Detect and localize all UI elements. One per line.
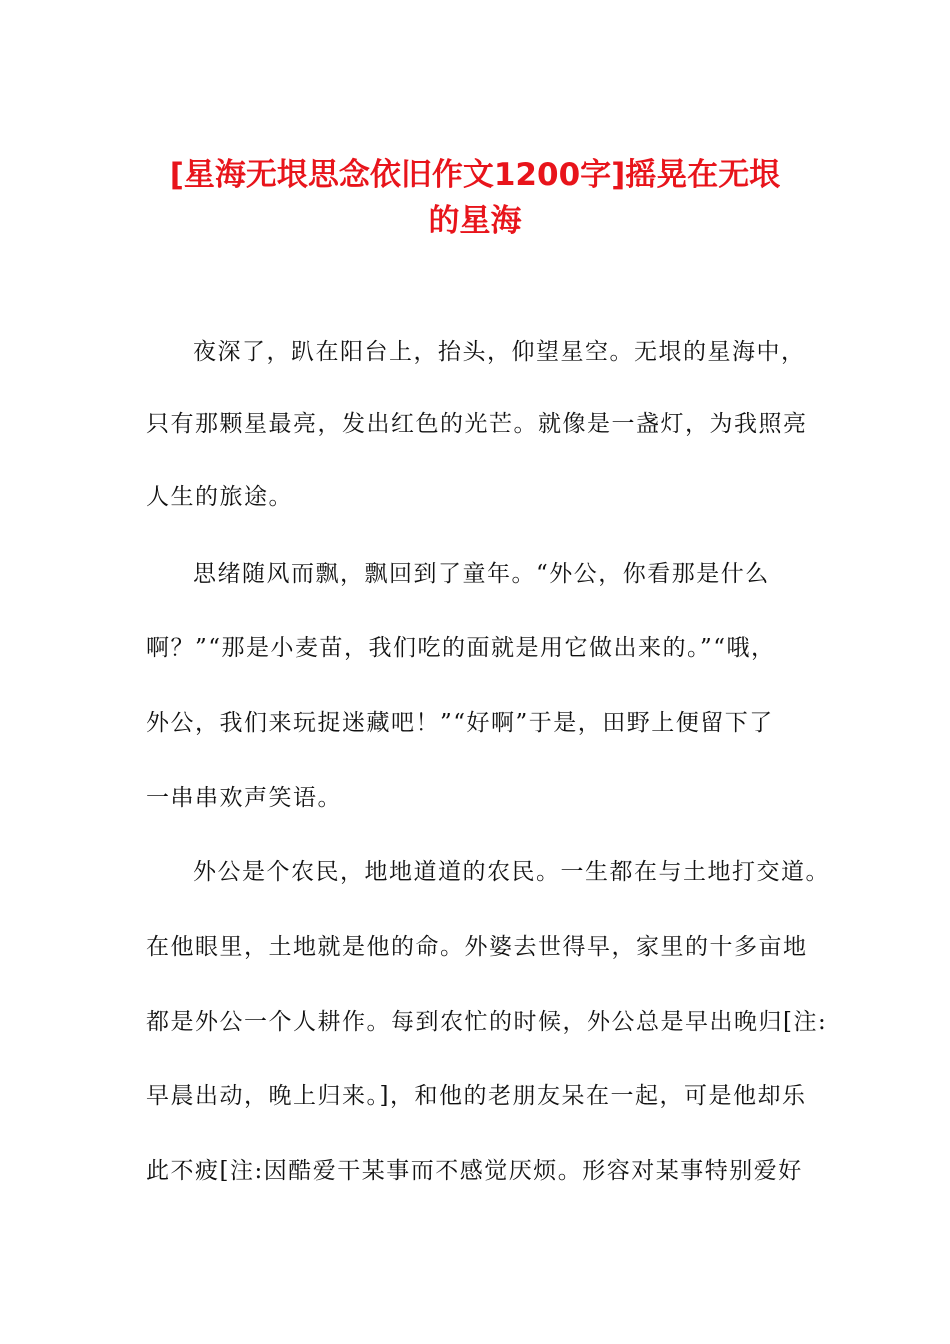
paragraph-1-line-3: 人生的旅途。 — [146, 484, 293, 510]
paragraph-3-line-5: 此不疲[注:因酷爱干某事而不感觉厌烦。形容对某事特别爱好 — [146, 1158, 803, 1184]
paragraph-2-line-3: 外公，我们来玩捉迷藏吧！”“好啊”于是，田野上便留下了 — [146, 710, 774, 736]
document-title-line-1: [星海无垠思念依旧作文1200字]摇晃在无垠 — [169, 157, 781, 193]
paragraph-1-line-1: 夜深了，趴在阳台上，抬头，仰望星空。无垠的星海中， — [193, 339, 806, 365]
paragraph-3-line-1: 外公是个农民，地地道道的农民。一生都在与土地打交道。 — [193, 859, 830, 885]
paragraph-2-line-1: 思绪随风而飘，飘回到了童年。“外公，你看那是什么 — [193, 561, 770, 587]
paragraph-3-line-4: 早晨出动，晚上归来。]，和他的老朋友呆在一起，可是他却乐 — [146, 1083, 807, 1109]
paragraph-3-line-2: 在他眼里，土地就是他的命。外婆去世得早，家里的十多亩地 — [146, 934, 808, 960]
paragraph-3-line-3: 都是外公一个人耕作。每到农忙的时候，外公总是早出晚归[注: — [146, 1009, 828, 1035]
paragraph-2-line-4: 一串串欢声笑语。 — [146, 785, 342, 811]
document-title-line-2: 的星海 — [428, 203, 522, 239]
paragraph-2-line-2: 啊？”“那是小麦苗，我们吃的面就是用它做出来的。”“哦， — [146, 635, 776, 661]
paragraph-1-line-2: 只有那颗星最亮，发出红色的光芒。就像是一盏灯，为我照亮 — [146, 411, 808, 437]
